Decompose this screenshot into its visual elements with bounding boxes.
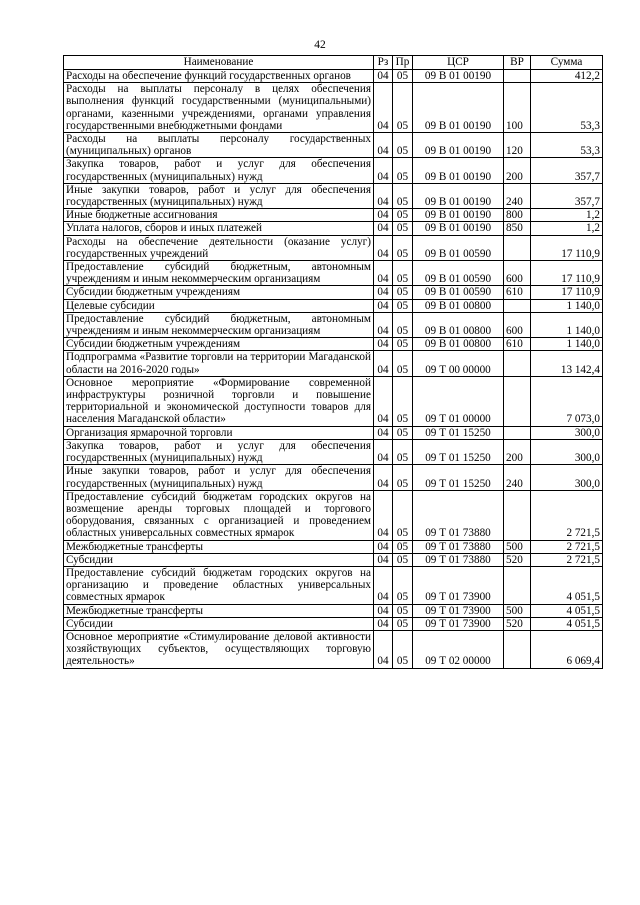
row-pr: 05 xyxy=(393,465,413,490)
header-pr: Пр xyxy=(393,56,413,70)
row-rz: 04 xyxy=(374,376,393,426)
row-pr: 05 xyxy=(393,235,413,260)
row-name: Предоставление субсидий бюджетным, автономным учреждениям и иным некоммерческим организациям xyxy=(64,261,374,286)
table-row xyxy=(64,553,603,566)
row-sum: 17 110,9 xyxy=(531,235,603,260)
row-name: Иные закупки товаров, работ и услуг для обеспечения государственных (муниципальных) нужд xyxy=(64,465,374,490)
row-sum: 1 140,0 xyxy=(531,338,603,351)
row-csr: 09 Т 01 00000 xyxy=(413,376,504,426)
row-sum: 1 140,0 xyxy=(531,312,603,337)
table-row xyxy=(64,209,603,222)
row-rz: 04 xyxy=(374,604,393,617)
row-vr xyxy=(504,630,531,668)
row-rz: 04 xyxy=(374,83,393,133)
row-pr: 05 xyxy=(393,183,413,208)
table-row xyxy=(64,630,603,668)
header-name: Наименование xyxy=(64,56,374,70)
row-csr: 09 В 01 00800 xyxy=(413,312,504,337)
row-pr: 05 xyxy=(393,566,413,604)
table-row xyxy=(64,312,603,337)
table-row xyxy=(64,158,603,183)
row-name: Предоставление субсидий бюджетным, автономным учреждениям и иным некоммерческим организациям xyxy=(64,312,374,337)
row-name: Расходы на выплаты персоналу государственных (муниципальных) органов xyxy=(64,133,374,158)
row-name: Межбюджетные трансферты xyxy=(64,604,374,617)
row-sum: 4 051,5 xyxy=(531,566,603,604)
row-csr: 09 Т 01 73880 xyxy=(413,553,504,566)
header-csr: ЦСР xyxy=(413,56,504,70)
row-sum: 300,0 xyxy=(531,465,603,490)
row-vr: 200 xyxy=(504,158,531,183)
row-pr: 05 xyxy=(393,426,413,439)
row-csr: 09 Т 00 00000 xyxy=(413,351,504,376)
row-vr: 240 xyxy=(504,465,531,490)
row-rz: 04 xyxy=(374,540,393,553)
row-sum: 357,7 xyxy=(531,183,603,208)
row-sum: 17 110,9 xyxy=(531,261,603,286)
row-csr: 09 В 01 00800 xyxy=(413,299,504,312)
row-sum: 53,3 xyxy=(531,83,603,133)
row-rz: 04 xyxy=(374,338,393,351)
row-rz: 04 xyxy=(374,490,393,540)
row-vr: 120 xyxy=(504,133,531,158)
row-csr: 09 В 01 00190 xyxy=(413,133,504,158)
row-name: Предоставление субсидий бюджетам городских округов на организацию и проведение областных универсальных совместных ярмарок xyxy=(64,566,374,604)
row-pr: 05 xyxy=(393,158,413,183)
row-vr: 200 xyxy=(504,439,531,464)
header-vr: ВР xyxy=(504,56,531,70)
table-row xyxy=(64,261,603,286)
row-csr: 09 В 01 00190 xyxy=(413,83,504,133)
table-row xyxy=(64,183,603,208)
row-name: Уплата налогов, сборов и иных платежей xyxy=(64,222,374,235)
row-vr xyxy=(504,351,531,376)
row-rz: 04 xyxy=(374,351,393,376)
table-row xyxy=(64,133,603,158)
row-pr: 05 xyxy=(393,540,413,553)
row-csr: 09 Т 01 73900 xyxy=(413,604,504,617)
row-name: Организация ярмарочной торговли xyxy=(64,426,374,439)
row-csr: 09 В 01 00590 xyxy=(413,261,504,286)
row-pr: 05 xyxy=(393,553,413,566)
row-name: Подпрограмма «Развитие торговли на территории Магаданской области на 2016-2020 годы» xyxy=(64,351,374,376)
table-row xyxy=(64,351,603,376)
row-vr: 240 xyxy=(504,183,531,208)
row-rz: 04 xyxy=(374,222,393,235)
row-name: Расходы на обеспечение деятельности (оказание услуг) государственных учреждений xyxy=(64,235,374,260)
row-name: Иные бюджетные ассигнования xyxy=(64,209,374,222)
row-csr: 09 В 01 00590 xyxy=(413,286,504,299)
row-name: Закупка товаров, работ и услуг для обеспечения государственных (муниципальных) нужд xyxy=(64,158,374,183)
row-sum: 357,7 xyxy=(531,158,603,183)
table-body xyxy=(64,70,603,669)
row-vr: 520 xyxy=(504,617,531,630)
row-rz: 04 xyxy=(374,158,393,183)
table-row xyxy=(64,465,603,490)
table-row xyxy=(64,338,603,351)
row-pr: 05 xyxy=(393,630,413,668)
row-rz: 04 xyxy=(374,566,393,604)
row-sum: 2 721,5 xyxy=(531,553,603,566)
table-row xyxy=(64,235,603,260)
header-sum: Сумма xyxy=(531,56,603,70)
row-sum: 412,2 xyxy=(531,70,603,83)
row-pr: 05 xyxy=(393,222,413,235)
row-csr: 09 В 01 00190 xyxy=(413,158,504,183)
row-pr: 05 xyxy=(393,209,413,222)
table-row xyxy=(64,490,603,540)
row-vr: 610 xyxy=(504,338,531,351)
row-vr xyxy=(504,376,531,426)
row-name: Субсидии бюджетным учреждениям xyxy=(64,286,374,299)
table-row xyxy=(64,617,603,630)
row-csr: 09 Т 01 15250 xyxy=(413,426,504,439)
table-row xyxy=(64,70,603,83)
row-sum: 4 051,5 xyxy=(531,617,603,630)
row-name: Субсидии xyxy=(64,553,374,566)
row-rz: 04 xyxy=(374,209,393,222)
row-rz: 04 xyxy=(374,133,393,158)
row-sum: 1,2 xyxy=(531,209,603,222)
row-name: Субсидии бюджетным учреждениям xyxy=(64,338,374,351)
row-pr: 05 xyxy=(393,439,413,464)
row-sum: 17 110,9 xyxy=(531,286,603,299)
row-sum: 2 721,5 xyxy=(531,490,603,540)
table-row xyxy=(64,376,603,426)
row-rz: 04 xyxy=(374,426,393,439)
row-name: Иные закупки товаров, работ и услуг для обеспечения государственных (муниципальных) нужд xyxy=(64,183,374,208)
row-csr: 09 Т 01 73900 xyxy=(413,617,504,630)
row-vr: 600 xyxy=(504,261,531,286)
row-csr: 09 Т 01 73880 xyxy=(413,490,504,540)
row-pr: 05 xyxy=(393,83,413,133)
row-csr: 09 В 01 00190 xyxy=(413,183,504,208)
row-sum: 53,3 xyxy=(531,133,603,158)
row-pr: 05 xyxy=(393,312,413,337)
row-vr xyxy=(504,566,531,604)
row-vr: 500 xyxy=(504,604,531,617)
row-rz: 04 xyxy=(374,261,393,286)
row-pr: 05 xyxy=(393,286,413,299)
row-vr: 800 xyxy=(504,209,531,222)
page-number: 42 xyxy=(314,39,326,51)
row-rz: 04 xyxy=(374,617,393,630)
row-csr: 09 В 01 00590 xyxy=(413,235,504,260)
row-rz: 04 xyxy=(374,465,393,490)
row-sum: 1 140,0 xyxy=(531,299,603,312)
row-vr: 100 xyxy=(504,83,531,133)
row-rz: 04 xyxy=(374,299,393,312)
row-pr: 05 xyxy=(393,617,413,630)
row-rz: 04 xyxy=(374,630,393,668)
row-vr xyxy=(504,426,531,439)
table-row xyxy=(64,222,603,235)
budget-table xyxy=(63,55,603,669)
row-name: Предоставление субсидий бюджетам городских округов на возмещение аренды торговых площадей и торгового оборудования, связанных с организацией и проведением областных универсальных совместных ярмарок xyxy=(64,490,374,540)
row-name: Субсидии xyxy=(64,617,374,630)
table-row xyxy=(64,83,603,133)
row-pr: 05 xyxy=(393,351,413,376)
row-name: Межбюджетные трансферты xyxy=(64,540,374,553)
row-csr: 09 Т 01 15250 xyxy=(413,439,504,464)
row-sum: 4 051,5 xyxy=(531,604,603,617)
row-sum: 7 073,0 xyxy=(531,376,603,426)
row-pr: 05 xyxy=(393,299,413,312)
row-pr: 05 xyxy=(393,70,413,83)
table-row xyxy=(64,299,603,312)
row-rz: 04 xyxy=(374,439,393,464)
row-pr: 05 xyxy=(393,376,413,426)
row-sum: 1,2 xyxy=(531,222,603,235)
row-csr: 09 Т 01 15250 xyxy=(413,465,504,490)
row-sum: 2 721,5 xyxy=(531,540,603,553)
row-csr: 09 В 01 00190 xyxy=(413,70,504,83)
row-pr: 05 xyxy=(393,604,413,617)
row-name: Основное мероприятие «Формирование современной инфраструктуры розничной торговли и повышение территориальной и экономической доступности товаров для населения Магаданской области» xyxy=(64,376,374,426)
row-csr: 09 Т 01 73900 xyxy=(413,566,504,604)
row-sum: 300,0 xyxy=(531,439,603,464)
row-rz: 04 xyxy=(374,183,393,208)
row-name: Расходы на обеспечение функций государственных органов xyxy=(64,70,374,83)
table-header-row xyxy=(64,56,603,70)
table-row xyxy=(64,426,603,439)
row-name: Расходы на выплаты персоналу в целях обеспечения выполнения функций государственными (муниципальными) органами, казенными учреждениями, органами управления государственными внебюджетными фондами xyxy=(64,83,374,133)
row-vr: 850 xyxy=(504,222,531,235)
table-row xyxy=(64,604,603,617)
row-sum: 13 142,4 xyxy=(531,351,603,376)
row-pr: 05 xyxy=(393,490,413,540)
row-rz: 04 xyxy=(374,70,393,83)
row-vr xyxy=(504,235,531,260)
row-rz: 04 xyxy=(374,312,393,337)
row-csr: 09 Т 01 73880 xyxy=(413,540,504,553)
row-csr: 09 В 01 00800 xyxy=(413,338,504,351)
row-pr: 05 xyxy=(393,133,413,158)
row-pr: 05 xyxy=(393,338,413,351)
row-vr: 520 xyxy=(504,553,531,566)
table-row xyxy=(64,286,603,299)
row-name: Закупка товаров, работ и услуг для обеспечения государственных (муниципальных) нужд xyxy=(64,439,374,464)
table-row xyxy=(64,439,603,464)
row-sum: 300,0 xyxy=(531,426,603,439)
row-vr: 610 xyxy=(504,286,531,299)
row-rz: 04 xyxy=(374,286,393,299)
row-vr xyxy=(504,299,531,312)
row-csr: 09 В 01 00190 xyxy=(413,222,504,235)
row-vr xyxy=(504,70,531,83)
table-row xyxy=(64,540,603,553)
row-vr: 600 xyxy=(504,312,531,337)
table-row xyxy=(64,566,603,604)
row-csr: 09 В 01 00190 xyxy=(413,209,504,222)
row-vr: 500 xyxy=(504,540,531,553)
row-vr xyxy=(504,490,531,540)
row-pr: 05 xyxy=(393,261,413,286)
row-name: Основное мероприятие «Стимулирование деловой активности хозяйствующих субъектов, осуществляющих торговую деятельность» xyxy=(64,630,374,668)
row-name: Целевые субсидии xyxy=(64,299,374,312)
row-rz: 04 xyxy=(374,553,393,566)
row-csr: 09 Т 02 00000 xyxy=(413,630,504,668)
row-rz: 04 xyxy=(374,235,393,260)
row-sum: 6 069,4 xyxy=(531,630,603,668)
header-rz: Рз xyxy=(374,56,393,70)
